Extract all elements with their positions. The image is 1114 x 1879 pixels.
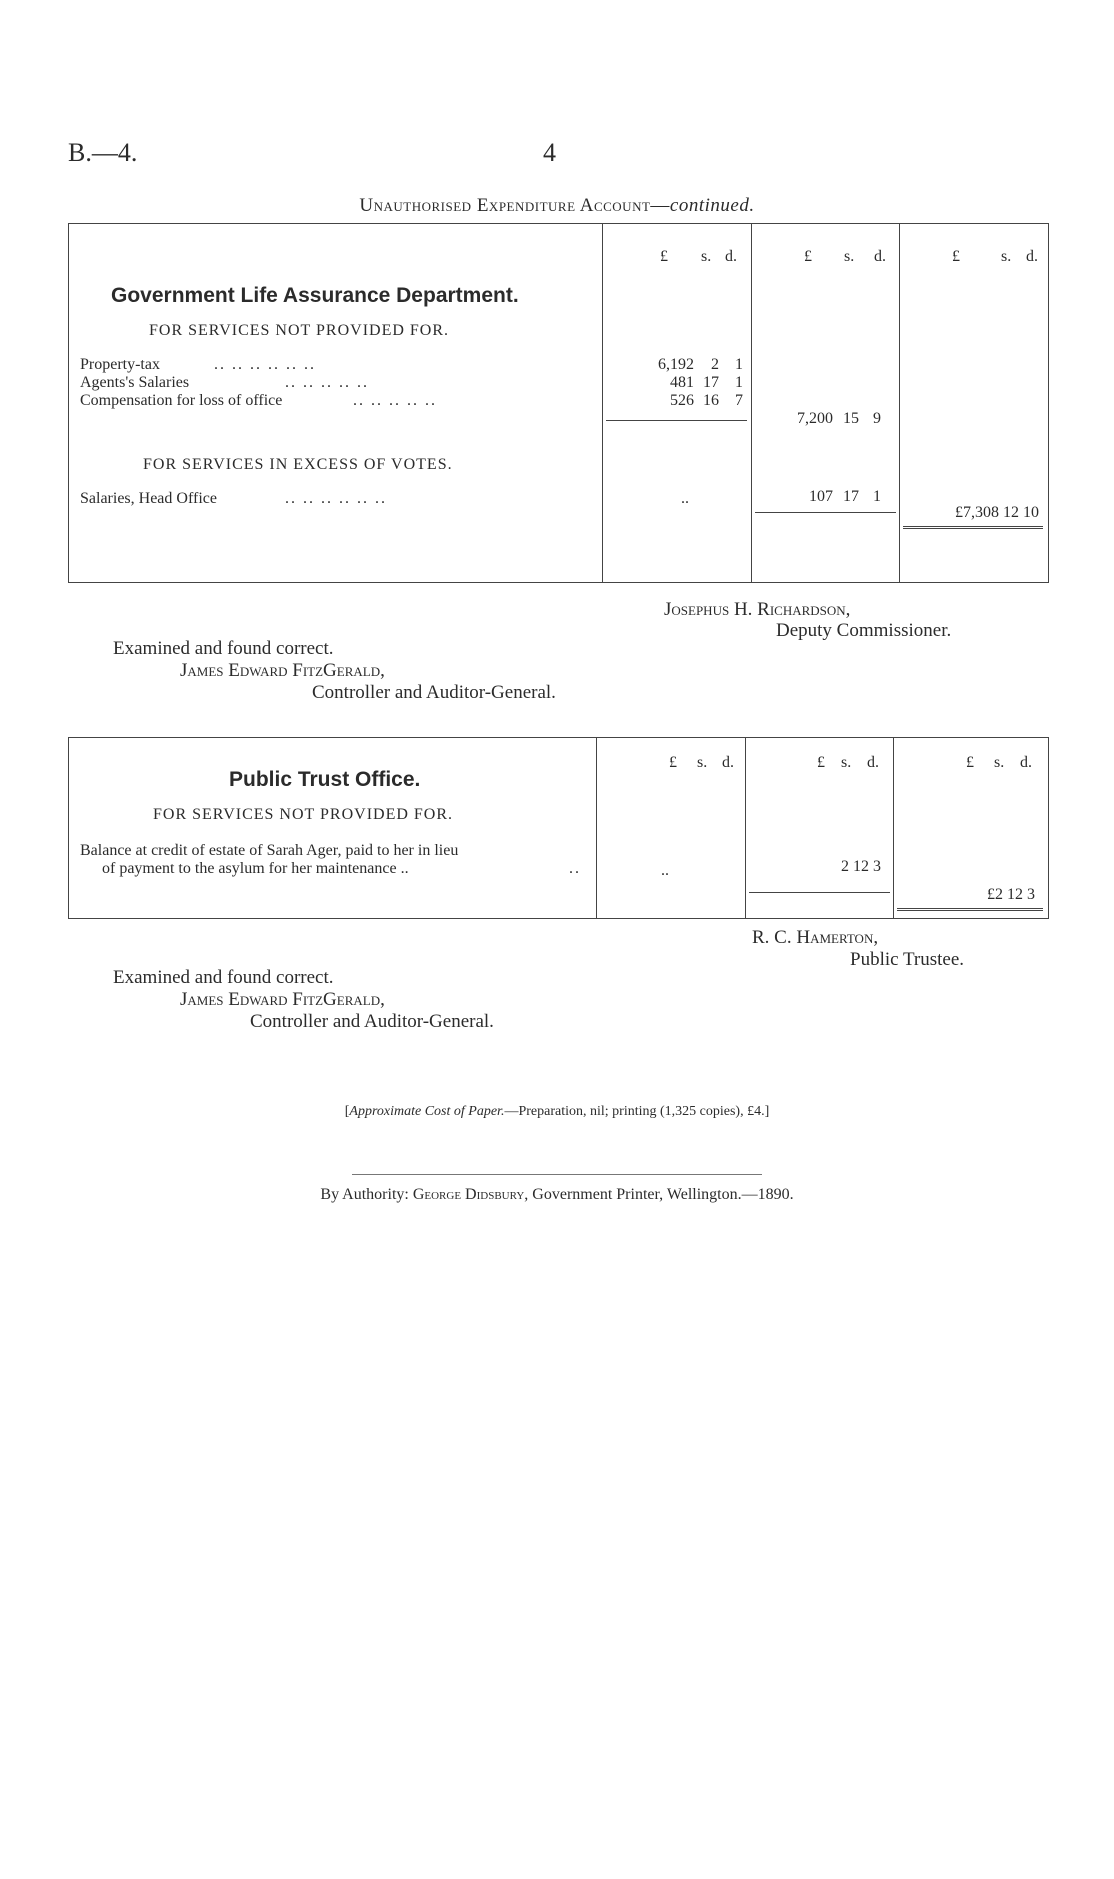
auditor-role: Controller and Auditor-General. [250,1011,494,1032]
signatory-name: Josephus H. Richardson, [664,599,851,620]
printer-rule [352,1174,762,1175]
col2-shilling-header: s. [844,248,855,265]
col1-pence-header: d. [725,248,737,265]
examined-text: Examined and found correct. [113,967,334,988]
item-pounds: 6,192 [658,356,694,373]
subtotal-pounds: 7,200 [797,410,833,427]
col3-shilling-header: s. [994,754,1005,771]
col1-pound-header: £ [660,248,668,265]
pto-section-not-provided: FOR SERVICES NOT PROVIDED FOR. [153,806,454,823]
printer-name: George Didsbury, [412,1186,529,1203]
account-title-main: Unauthorised Expenditure Account— [359,195,670,216]
glad-department-title: Government Life Assurance Department. [111,284,519,307]
glad-total: £7,308 12 10 [955,504,1039,521]
pto-table [68,737,1049,919]
printer-line [0,1186,1114,1204]
item-col1-empty: .. [661,862,669,879]
item-pounds: 107 [809,488,833,505]
col2-pound-header: £ [804,248,812,265]
col3-pound-header: £ [966,754,974,771]
item-pounds: 481 [670,374,694,391]
auditor-name: James Edward FitzGerald, [180,660,385,681]
item-label-line1: Balance at credit of estate of Sarah Ager, paid to her in lieu [80,842,459,859]
document-id: B.—4. [68,138,138,167]
printer-suffix: Government Printer, Wellington.—1890. [532,1186,794,1203]
glad-section-not-provided: FOR SERVICES NOT PROVIDED FOR. [149,322,450,339]
item-label: Salaries, Head Office [80,490,217,507]
col2-pound-header: £ [817,754,825,771]
cost-note: [Approximate Cost of Paper.—Preparation, nil; printing (1,325 copies), £4.] [344,1104,770,1119]
col2-pence-header: d. [874,248,886,265]
subtotal-pence: 9 [873,410,881,427]
examined-text: Examined and found correct. [113,638,334,659]
item-amount: 2 12 3 [841,858,881,875]
col1-pound-header: £ [669,754,677,771]
item-label: Compensation for loss of office [80,392,283,409]
col3-pence-header: d. [1020,754,1032,771]
item-shillings: 17 [843,488,859,505]
item-pence: 1 [873,488,881,505]
col2-pence-header: d. [867,754,879,771]
leader-dots: .. .. .. .. .. [353,392,437,409]
account-title-continued: continued. [669,195,755,216]
account-title [0,195,1114,217]
subtotal-rule [606,420,747,421]
printer-prefix: By Authority: [320,1186,409,1203]
col2-shilling-header: s. [841,754,852,771]
col3-shilling-header: s. [1001,248,1012,265]
item-pence: 1 [735,374,743,391]
col1-pence-header: d. [722,754,734,771]
auditor-role: Controller and Auditor-General. [312,682,556,703]
item-shillings: 2 [711,356,719,373]
item-label: Agents's Salaries [80,374,190,391]
leader-dots: .. [569,860,581,877]
item-shillings: 16 [703,392,719,409]
col1-shilling-header: s. [701,248,712,265]
item-shillings: 17 [703,374,719,391]
auditor-name: James Edward FitzGerald, [180,989,385,1010]
signatory-name: R. C. Hamerton, [752,927,879,948]
glad-section-excess: FOR SERVICES IN EXCESS OF VOTES. [143,456,453,473]
item-label: Property-tax [80,356,160,373]
item-pounds: 526 [670,392,694,409]
leader-dots: .. .. .. .. .. .. [285,490,387,507]
col3-pence-header: d. [1026,248,1038,265]
signatory-role: Deputy Commissioner. [776,620,952,641]
pto-total: £2 12 3 [987,886,1035,903]
subtotal-shillings: 15 [843,410,859,427]
leader-dots: .. .. .. .. .. .. [214,356,316,373]
col1-shilling-header: s. [697,754,708,771]
item-label-line2: of payment to the asylum for her maintenance .. [102,860,409,877]
subtotal-rule [755,512,896,513]
leader-dots: .. .. .. .. .. [285,374,369,391]
item-pence: 1 [735,356,743,373]
page-number: 4 [543,138,556,167]
cost-label: Approximate Cost of Paper. [349,1104,505,1119]
total-double-rule [897,908,1043,911]
pto-department-title: Public Trust Office. [229,768,421,791]
glad-table [68,223,1049,583]
item-col1-empty: .. [681,490,689,507]
signatory-role: Public Trustee. [850,949,965,970]
total-double-rule [903,526,1043,529]
subtotal-rule [749,892,890,893]
col3-pound-header: £ [952,248,960,265]
cost-text: —Preparation, nil; printing (1,325 copies), £4. [504,1104,765,1119]
item-pence: 7 [735,392,743,409]
